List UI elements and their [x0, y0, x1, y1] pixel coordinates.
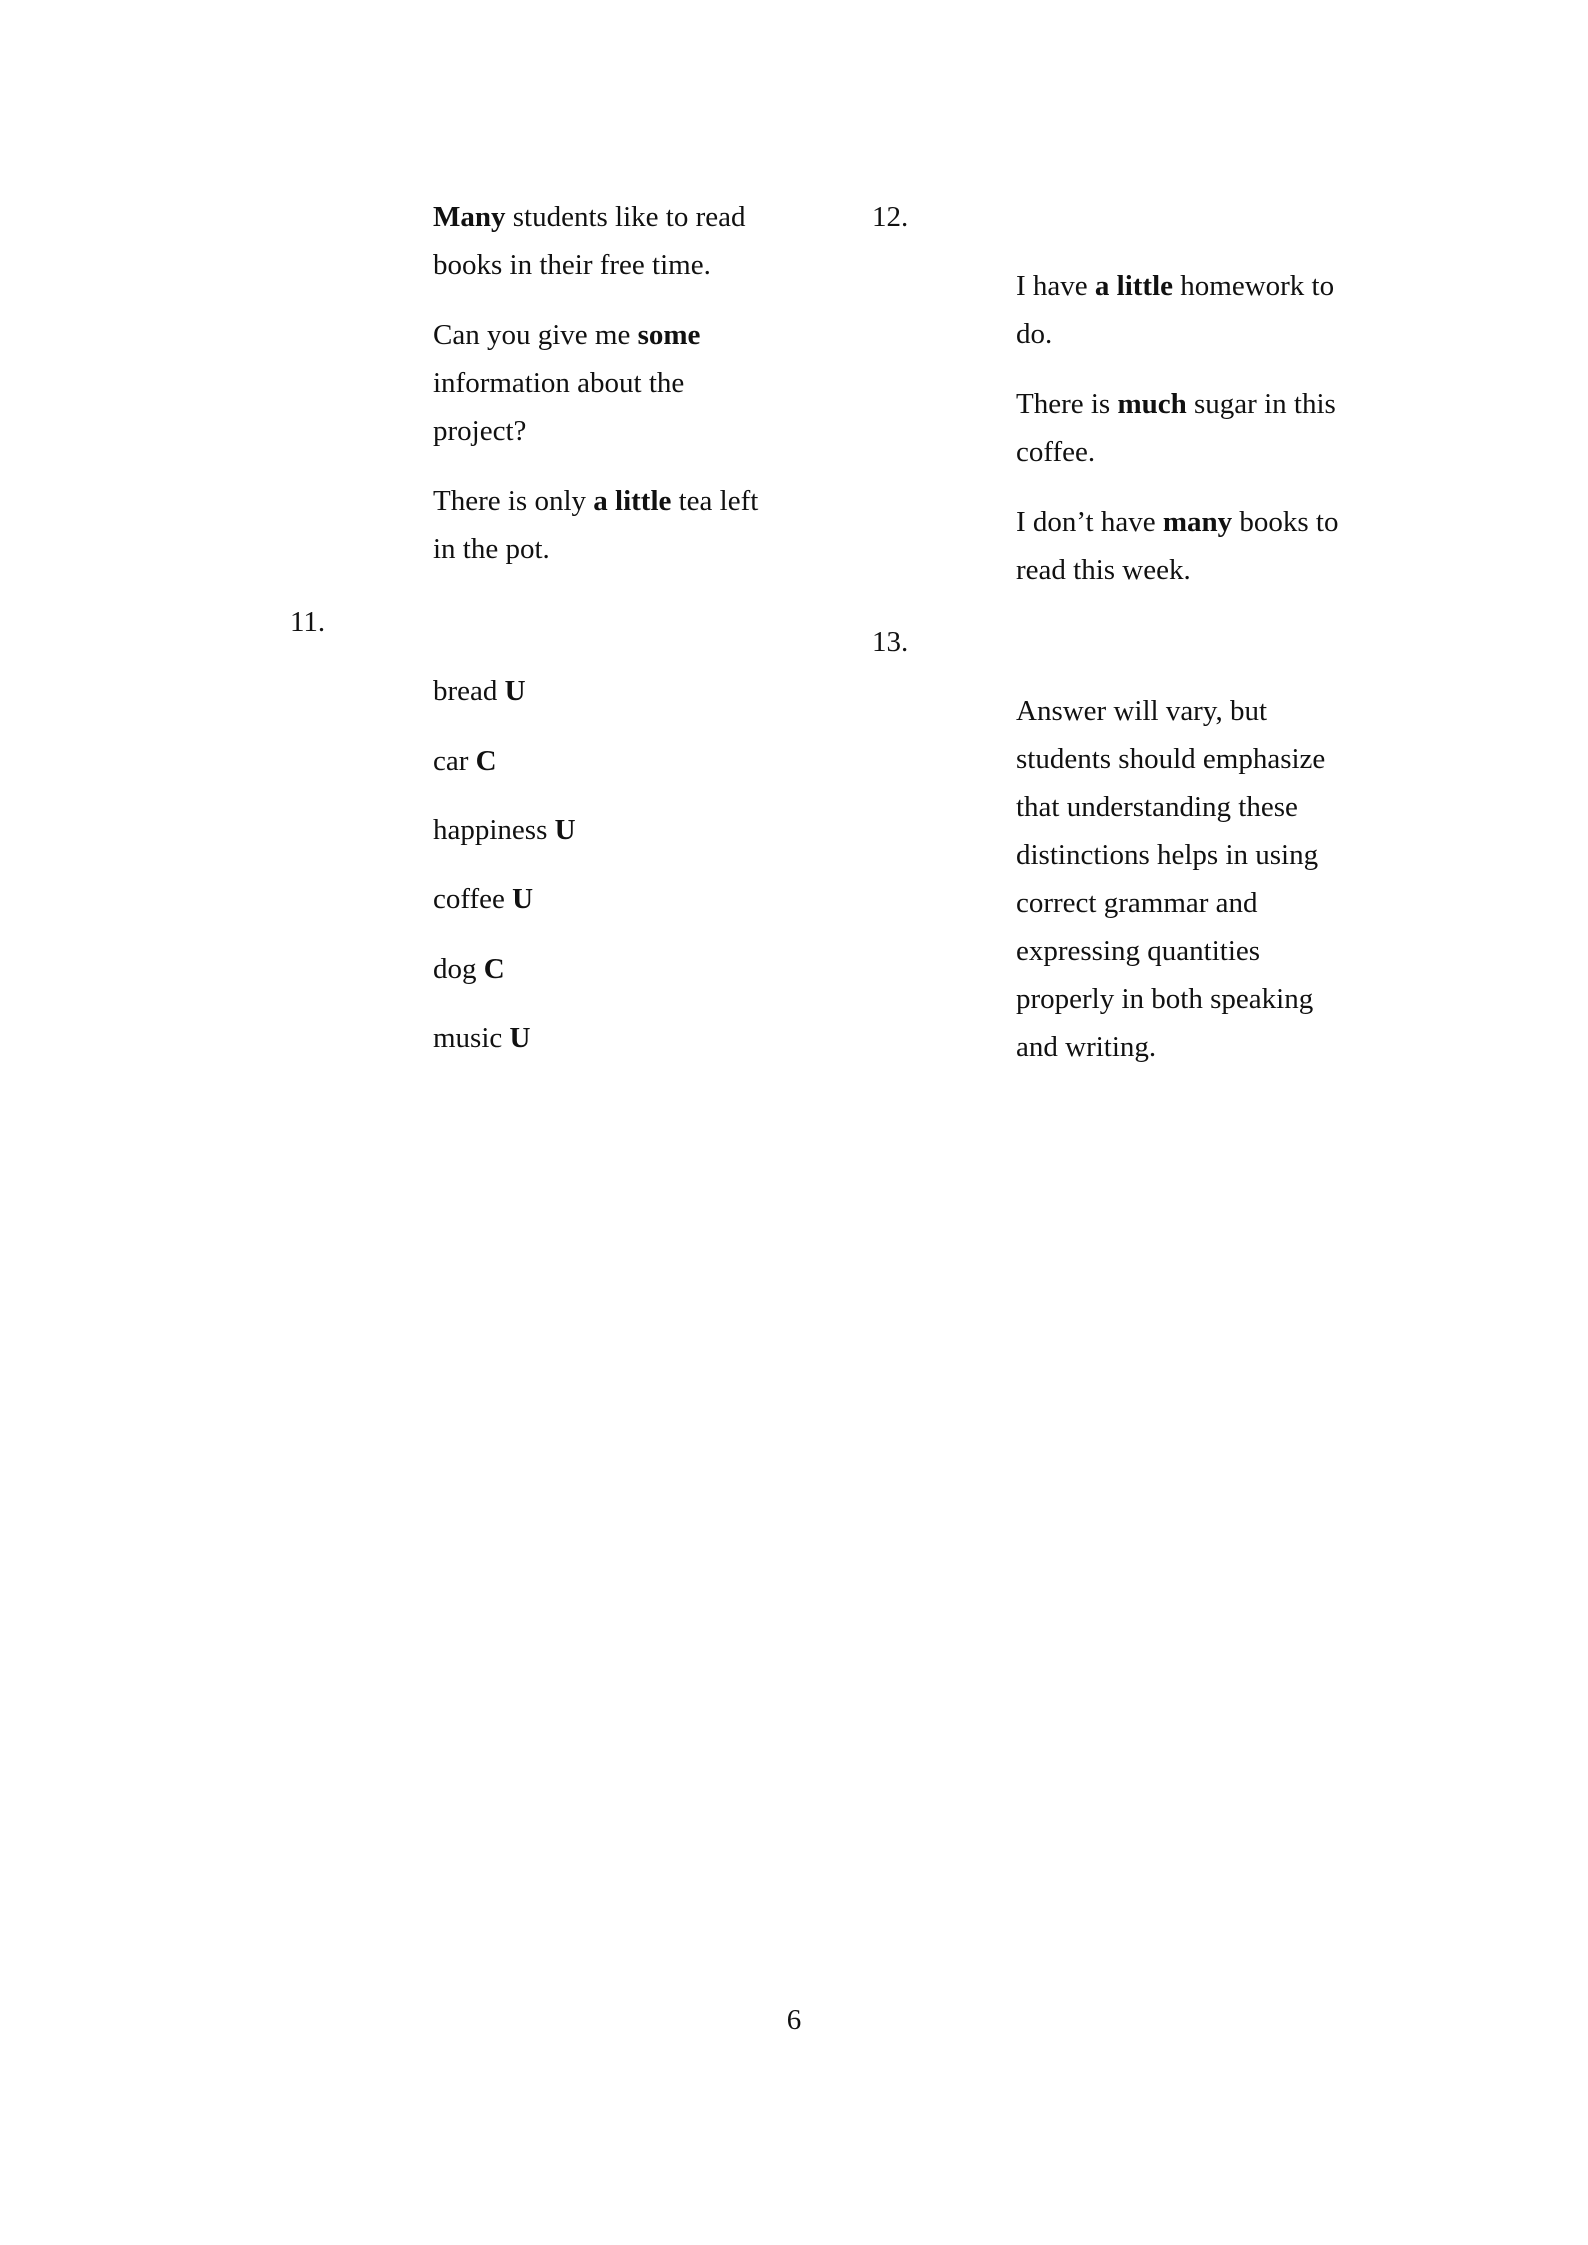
text: coffee.	[1016, 436, 1096, 468]
text: homework to	[1173, 270, 1335, 302]
text: There is only	[433, 485, 594, 517]
answer-a-little	[433, 477, 813, 573]
noun: car	[433, 745, 469, 777]
text: sugar in this	[1186, 388, 1336, 420]
list-item	[433, 1014, 530, 1062]
countability-mark: C	[475, 745, 497, 777]
noun: music	[433, 1022, 503, 1054]
noun: dog	[433, 953, 477, 985]
countability-mark: U	[512, 883, 534, 915]
text: books to	[1232, 506, 1339, 538]
text: Can you give me	[433, 319, 638, 351]
list-item	[433, 945, 505, 993]
text: read this week.	[1016, 554, 1191, 586]
countability-mark: U	[509, 1022, 531, 1054]
keyword: many	[1162, 506, 1233, 538]
text: do.	[1016, 318, 1053, 350]
noun: happiness	[433, 814, 548, 846]
keyword: a little	[593, 485, 672, 517]
list-item	[433, 806, 576, 854]
page-number: 6	[786, 2004, 802, 2036]
text-line: and writing.	[1016, 1031, 1157, 1063]
question-number-11: 11.	[290, 606, 326, 638]
text: in the pot.	[433, 533, 550, 565]
countability-mark: C	[483, 953, 505, 985]
text-line: distinctions helps in using	[1016, 839, 1319, 871]
countability-mark: U	[504, 675, 526, 707]
answer-many	[433, 193, 813, 289]
text: students like to read	[505, 201, 746, 233]
text: information about the	[433, 367, 685, 399]
text: There is	[1016, 388, 1118, 420]
text: tea left	[671, 485, 759, 517]
text-line: correct grammar and	[1016, 887, 1258, 919]
countability-mark: U	[554, 814, 576, 846]
question-number-13: 13.	[872, 626, 909, 658]
right-answer-block	[1016, 262, 1396, 594]
answer-13-paragraph	[1016, 687, 1416, 1071]
keyword: a little	[1094, 270, 1174, 302]
keyword: much	[1117, 388, 1187, 420]
keyword: some	[637, 319, 701, 351]
keyword: Many	[433, 201, 506, 233]
list-item	[433, 737, 497, 785]
text: I don’t have	[1016, 506, 1163, 538]
answer-a-little	[1016, 262, 1396, 358]
text: books in their free time.	[433, 249, 711, 281]
question-number-12: 12.	[872, 201, 909, 233]
text: I have	[1016, 270, 1095, 302]
answer-many	[1016, 498, 1396, 594]
answer-much	[1016, 380, 1396, 476]
list-item	[433, 667, 526, 715]
text-line: students should emphasize	[1016, 743, 1326, 775]
left-answer-block	[433, 193, 813, 573]
text-line: that understanding these	[1016, 791, 1298, 823]
noun: coffee	[433, 883, 505, 915]
text: project?	[433, 415, 527, 447]
text-line: properly in both speaking	[1016, 983, 1314, 1015]
list-item	[433, 875, 533, 923]
text-line: expressing quantities	[1016, 935, 1261, 967]
noun: bread	[433, 675, 498, 707]
answer-some	[433, 311, 813, 455]
text-line: Answer will vary, but	[1016, 695, 1268, 727]
